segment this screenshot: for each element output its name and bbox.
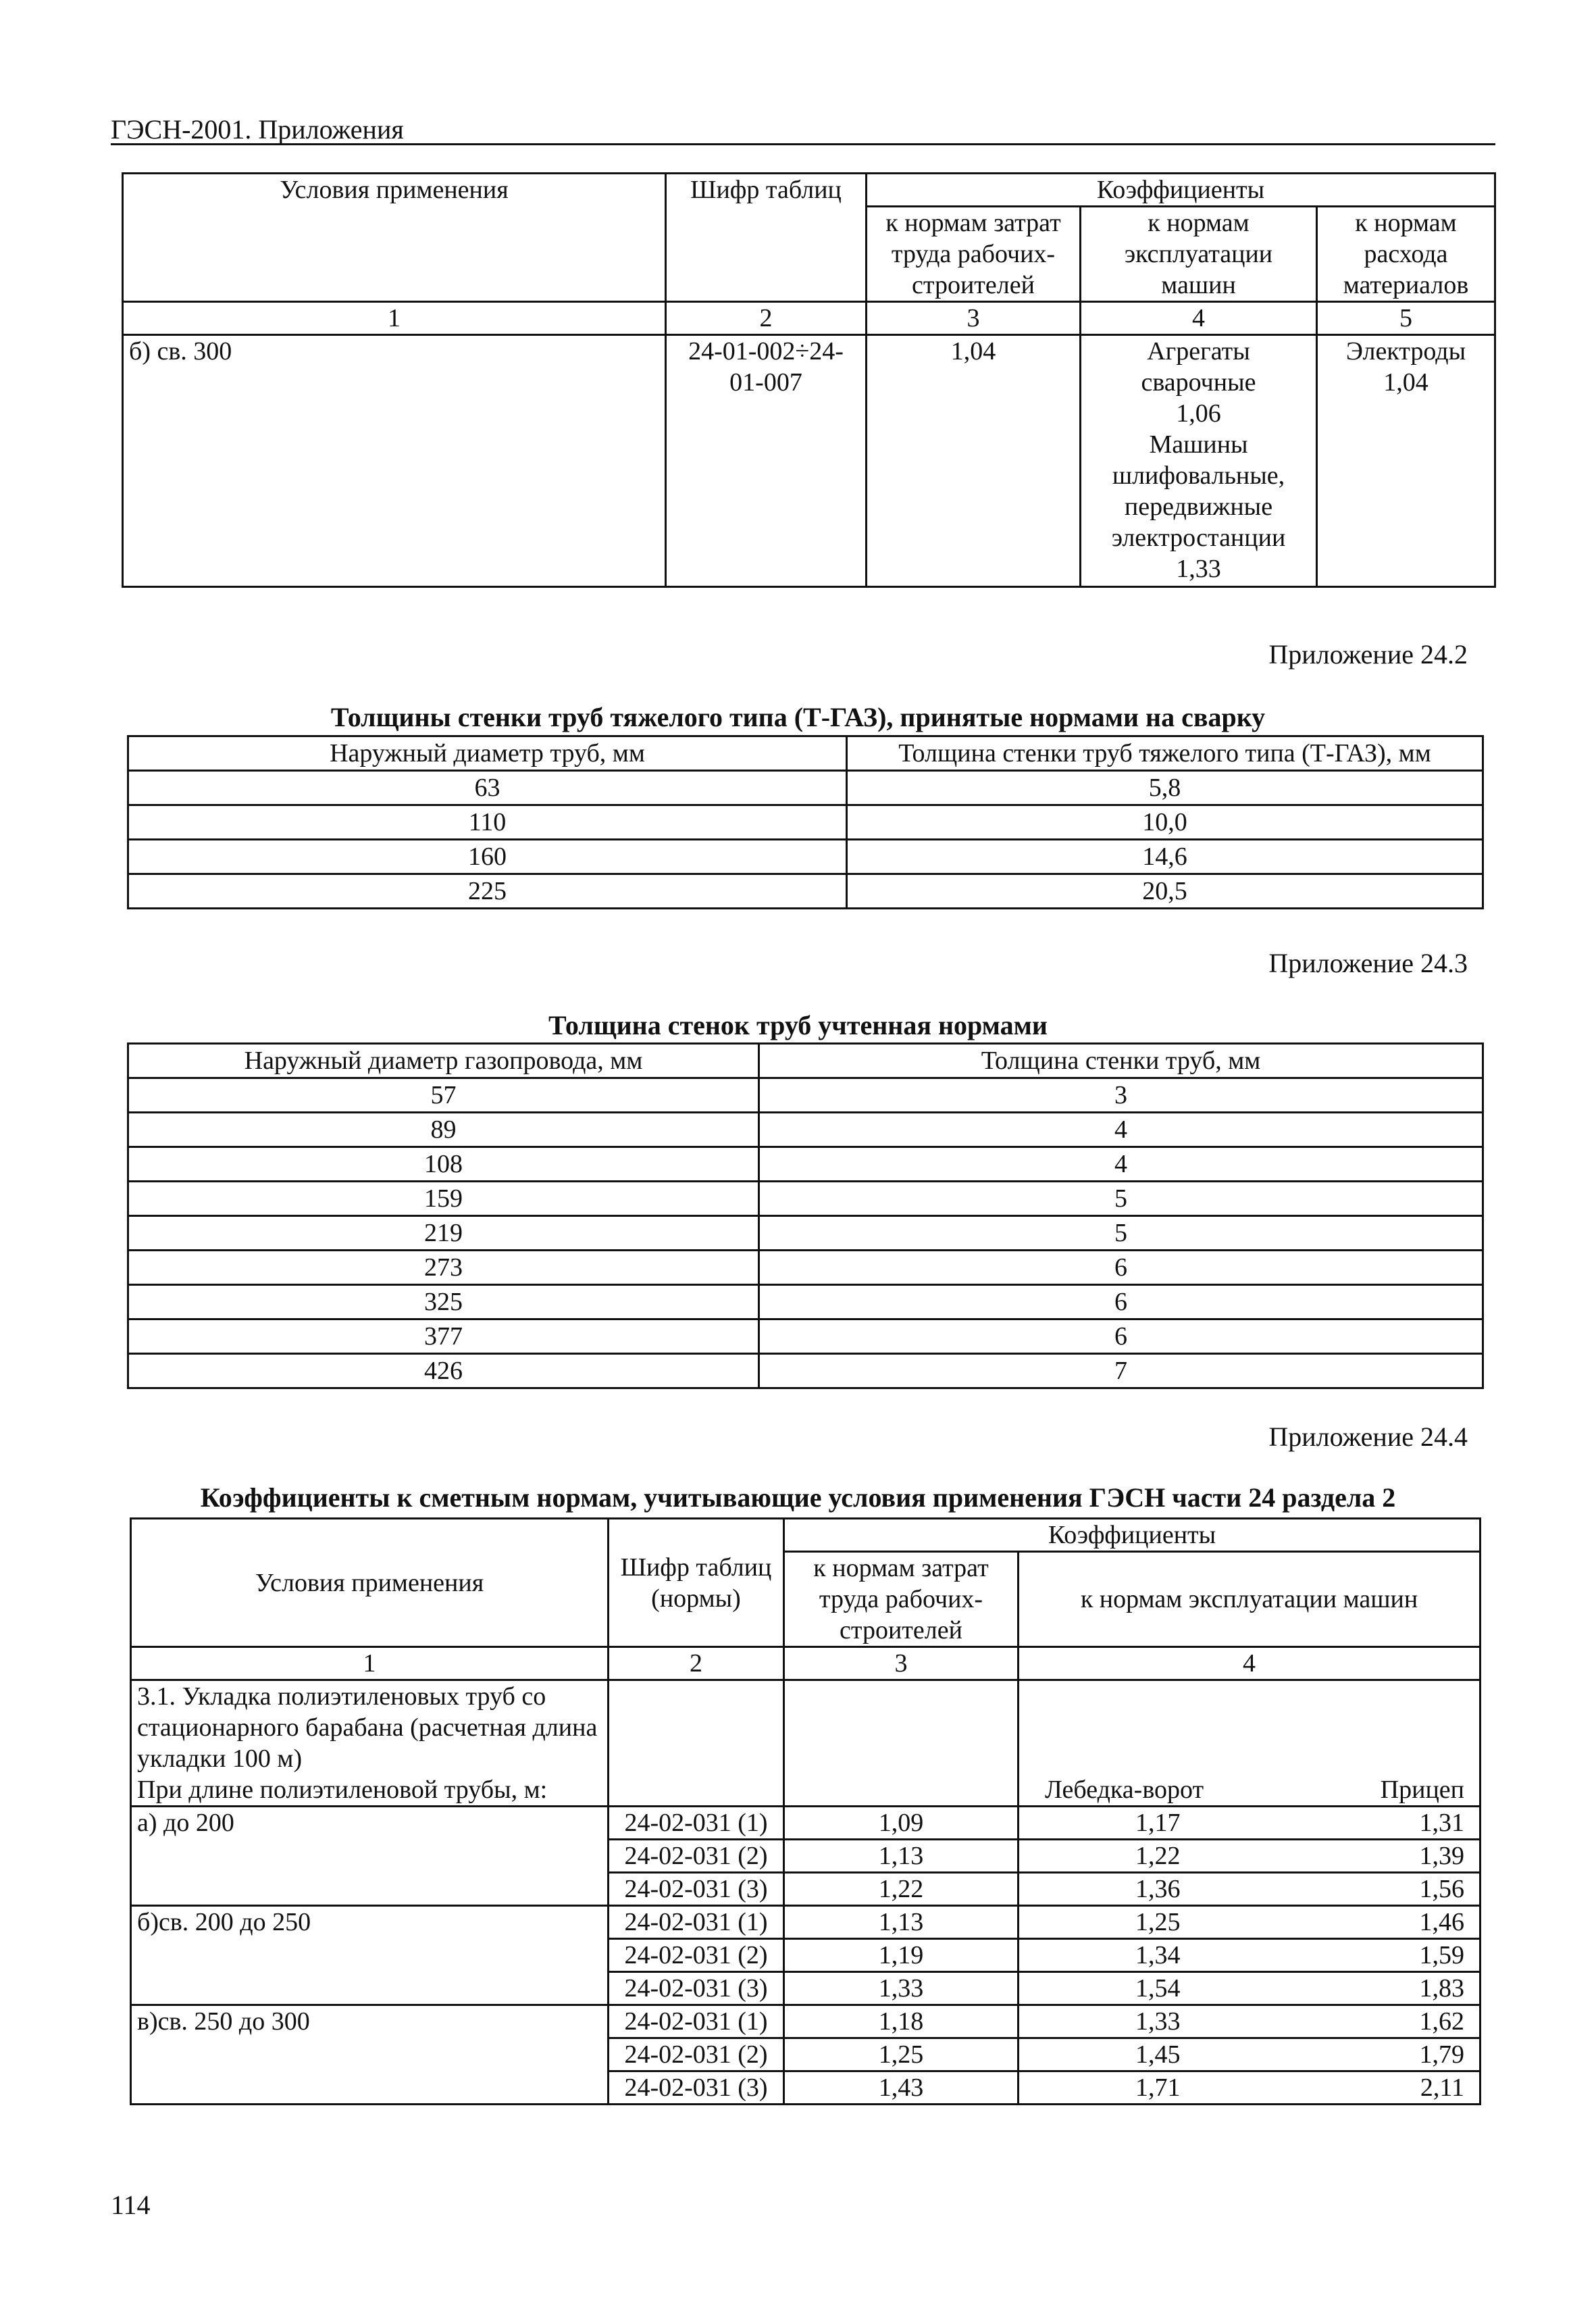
trailer-value: 1,39 [1419, 1842, 1464, 1870]
header-conditions: Условия применения [131, 1519, 609, 1647]
empty-cell [784, 1680, 1019, 1807]
table-row [128, 1319, 1483, 1354]
thickness-cell: 4 [759, 1147, 1483, 1182]
diameter-cell: 325 [128, 1285, 759, 1319]
wall-thickness-table [127, 1042, 1484, 1389]
appendix-label-24-2: Приложение 24.2 [1268, 639, 1468, 670]
table-row [128, 840, 1483, 874]
trailer-value: 1,56 [1419, 1875, 1464, 1903]
diameter-cell: 219 [128, 1216, 759, 1251]
machines-values-cell [1019, 2005, 1481, 2038]
winch-value: 1,17 [1135, 1809, 1181, 1837]
table-row [131, 2005, 1481, 2038]
table-row [128, 1078, 1483, 1113]
machines-values [1025, 1840, 1474, 1871]
empty-cell [609, 1680, 784, 1807]
machines-values-cell [1019, 1840, 1481, 1873]
winch-value: 1,36 [1135, 1875, 1181, 1903]
materials-cell [1317, 335, 1495, 587]
labor-cell: 1,04 [867, 335, 1081, 587]
machines-line: электростанции [1111, 524, 1286, 552]
table-row [128, 874, 1483, 909]
materials-line: Электроды [1345, 337, 1466, 366]
table-row [128, 771, 1483, 805]
machines-values-cell [1019, 2038, 1481, 2071]
header-coefficients: Коэффициенты [867, 174, 1495, 207]
winch-value: 1,34 [1135, 1941, 1181, 1969]
trailer-value: 1,31 [1419, 1809, 1464, 1837]
winch-value: 1,25 [1135, 1908, 1181, 1936]
diameter-cell: 63 [128, 771, 847, 805]
trailer-value: 2,11 [1420, 2073, 1464, 2102]
table-row [128, 1147, 1483, 1182]
subheader-labor: к нормам затрат труда рабочих-строителей [867, 207, 1081, 302]
machines-values [1025, 2072, 1474, 2103]
table-row [128, 1251, 1483, 1285]
table-row [128, 1285, 1483, 1319]
table-row [128, 1216, 1483, 1251]
winch-value: 1,22 [1135, 1842, 1181, 1870]
header-code: Шифр таблиц [666, 174, 867, 302]
winch-value: 1,54 [1135, 1974, 1181, 2003]
machines-values [1025, 2039, 1474, 2070]
header-code: Шифр таблиц (нормы) [609, 1519, 784, 1647]
machines-line: передвижные [1124, 493, 1273, 521]
diameter-cell: 89 [128, 1113, 759, 1147]
column-number: 3 [784, 1647, 1019, 1680]
column-number: 2 [609, 1647, 784, 1680]
page-number: 114 [111, 2190, 151, 2220]
diameter-cell: 159 [128, 1182, 759, 1216]
table-row [128, 1182, 1483, 1216]
diameter-cell: 160 [128, 840, 847, 874]
machines-line: Машины [1149, 430, 1248, 459]
trailer-value: 1,59 [1419, 1941, 1464, 1969]
wall-thickness-heavy-table [127, 735, 1484, 909]
machines-line: 1,33 [1176, 555, 1221, 583]
diameter-cell: 426 [128, 1354, 759, 1388]
labor-cell: 1,09 [784, 1807, 1019, 1840]
machines-values-cell [1019, 1972, 1481, 2005]
machines-values [1025, 1907, 1474, 1938]
trailer-value: 1,79 [1419, 2040, 1464, 2069]
labor-cell: 1,18 [784, 2005, 1019, 2038]
winch-value: 1,45 [1135, 2040, 1181, 2069]
appendix-label-24-4: Приложение 24.4 [1268, 1422, 1468, 1452]
machines-values [1025, 1873, 1474, 1905]
condition-cell: б) св. 300 [123, 335, 666, 587]
column-number: 1 [131, 1647, 609, 1680]
header-thickness: Толщина стенки труб, мм [759, 1044, 1483, 1078]
thickness-cell: 7 [759, 1354, 1483, 1388]
machines-line: шлифовальные, [1112, 461, 1285, 490]
machines-cell [1081, 335, 1317, 587]
thickness-cell: 3 [759, 1078, 1483, 1113]
code-cell: 24-02-031 (2) [609, 2038, 784, 2071]
table-row [128, 1354, 1483, 1388]
labor-cell: 1,13 [784, 1840, 1019, 1873]
diameter-cell: 377 [128, 1319, 759, 1354]
table-title-24-3: Толщина стенок труб учтенная нормами [548, 1010, 1048, 1040]
labor-cell: 1,13 [784, 1906, 1019, 1939]
table-row [123, 335, 1495, 587]
diameter-cell: 57 [128, 1078, 759, 1113]
machines-line: 1,06 [1176, 399, 1221, 428]
table-row [131, 1807, 1481, 1840]
thickness-cell: 6 [759, 1251, 1483, 1285]
thickness-cell: 14,6 [847, 840, 1483, 874]
labor-cell: 1,22 [784, 1873, 1019, 1906]
machines-values [1025, 1807, 1474, 1838]
running-header: ГЭСН-2001. Приложения [111, 114, 404, 145]
labor-cell: 1,33 [784, 1972, 1019, 2005]
code-cell: 24-02-031 (3) [609, 2071, 784, 2105]
subheader-labor: к нормам затрат труда рабочих-строителей [784, 1552, 1019, 1647]
column-number: 2 [666, 302, 867, 335]
machine-trailer: Прицеп [1380, 1776, 1464, 1804]
trailer-value: 1,83 [1419, 1974, 1464, 2003]
machines-line: сварочные [1141, 368, 1256, 397]
machines-values-cell [1019, 1906, 1481, 1939]
column-number: 5 [1317, 302, 1495, 335]
code-cell: 24-02-031 (1) [609, 1906, 784, 1939]
thickness-cell: 4 [759, 1113, 1483, 1147]
diameter-cell: 108 [128, 1147, 759, 1182]
table-title-24-4: Коэффициенты к сметным нормам, учитывающие условия применения ГЭСН части 24 раздела 2 [200, 1482, 1396, 1513]
diameter-cell: 110 [128, 805, 847, 840]
diameter-cell: 225 [128, 874, 847, 909]
length-text: При длине полиэтиленовой трубы, м: [137, 1776, 548, 1804]
machine-names-cell [1019, 1680, 1481, 1807]
machines-values-cell [1019, 2071, 1481, 2105]
machines-values [1025, 1940, 1474, 1971]
section-row [131, 1680, 1481, 1807]
winch-value: 1,71 [1135, 2073, 1181, 2102]
column-number: 1 [123, 302, 666, 335]
machines-values [1025, 2006, 1474, 2037]
thickness-cell: 5,8 [847, 771, 1483, 805]
appendix-label-24-3: Приложение 24.3 [1268, 948, 1468, 978]
machines-values-cell [1019, 1807, 1481, 1840]
header-coefficients: Коэффициенты [784, 1519, 1481, 1552]
winch-value: 1,33 [1135, 2007, 1181, 2036]
condition-cell: б)св. 200 до 250 [131, 1906, 609, 2005]
thickness-cell: 5 [759, 1216, 1483, 1251]
table-row [128, 805, 1483, 840]
code-cell: 24-02-031 (3) [609, 1873, 784, 1906]
table-title-24-2: Толщины стенки труб тяжелого типа (Т-ГАЗ), принятые нормами на сварку [330, 702, 1266, 732]
machines-line: Агрегаты [1147, 337, 1250, 366]
code-cell: 24-02-031 (2) [609, 1840, 784, 1873]
machine-winch: Лебедка-ворот [1045, 1776, 1204, 1804]
coefficients-table-continued [122, 172, 1496, 588]
code-cell: 24-02-031 (2) [609, 1939, 784, 1972]
machines-values-cell [1019, 1939, 1481, 1972]
thickness-cell: 6 [759, 1319, 1483, 1354]
materials-line: 1,04 [1383, 368, 1428, 397]
section-text: 3.1. Укладка полиэтиленовых труб со стационарного барабана (расчетная длина укладки 100 м) [137, 1682, 598, 1773]
code-cell: 24-02-031 (1) [609, 1807, 784, 1840]
column-number: 3 [867, 302, 1081, 335]
estimate-coefficients-table [130, 1517, 1481, 2105]
code-cell: 24-01-002÷24-01-007 [666, 335, 867, 587]
header-thickness: Толщина стенки труб тяжелого типа (Т-ГАЗ), мм [847, 736, 1483, 771]
header-diameter: Наружный диаметр труб, мм [128, 736, 847, 771]
trailer-value: 1,62 [1419, 2007, 1464, 2036]
header-conditions: Условия применения [123, 174, 666, 302]
section-description [131, 1680, 609, 1807]
diameter-cell: 273 [128, 1251, 759, 1285]
condition-cell: а) до 200 [131, 1807, 609, 1906]
labor-cell: 1,43 [784, 2071, 1019, 2105]
thickness-cell: 20,5 [847, 874, 1483, 909]
condition-cell: в)св. 250 до 300 [131, 2005, 609, 2105]
code-cell: 24-02-031 (1) [609, 2005, 784, 2038]
thickness-cell: 10,0 [847, 805, 1483, 840]
machines-values [1025, 1973, 1474, 2004]
thickness-cell: 6 [759, 1285, 1483, 1319]
column-number: 4 [1019, 1647, 1481, 1680]
subheader-machines: к нормам эксплуатации машин [1081, 207, 1317, 302]
table-row [128, 1113, 1483, 1147]
header-diameter: Наружный диаметр газопровода, мм [128, 1044, 759, 1078]
table-row [131, 1906, 1481, 1939]
labor-cell: 1,25 [784, 2038, 1019, 2071]
column-number: 4 [1081, 302, 1317, 335]
labor-cell: 1,19 [784, 1939, 1019, 1972]
thickness-cell: 5 [759, 1182, 1483, 1216]
machines-values-cell [1019, 1873, 1481, 1906]
header-rule [111, 143, 1495, 145]
subheader-machines: к нормам эксплуатации машин [1019, 1552, 1481, 1647]
trailer-value: 1,46 [1419, 1908, 1464, 1936]
subheader-materials: к нормам расхода материалов [1317, 207, 1495, 302]
code-cell: 24-02-031 (3) [609, 1972, 784, 2005]
